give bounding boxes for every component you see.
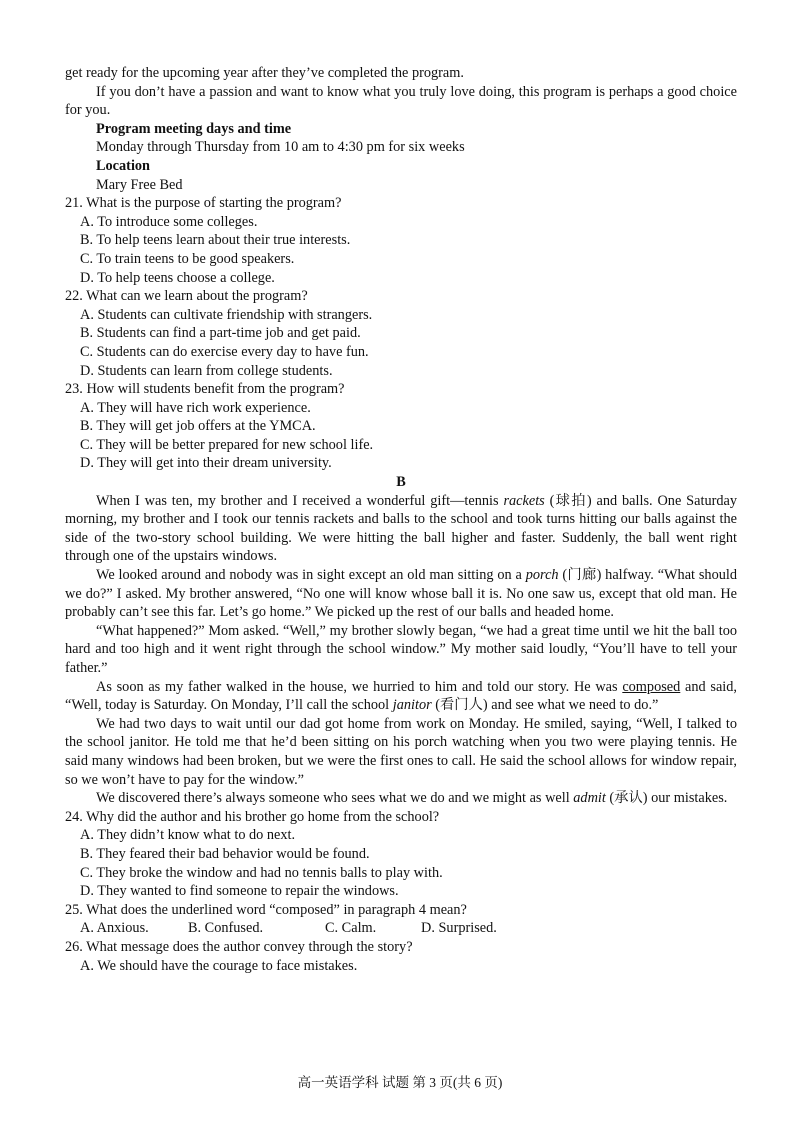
option-23c: C. They will be better prepared for new school life. [80,436,374,453]
question-25: 25. What does the underlined word “composed” in paragraph 4 mean? [65,901,467,918]
question-22: 22. What can we learn about the program? [65,288,308,305]
option-24d: D. They wanted to find someone to repair the windows. [80,883,399,900]
option-22c: C. Students can do exercise every day to have fun. [80,343,369,360]
option-25b: B. Confused. [188,920,264,937]
intro-choice: If you don’t have a passion and want to know what you truly love doing, this program is perhaps a good choice for you. [65,83,737,119]
option-23b: B. They will get job offers at the YMCA. [80,418,316,435]
question-26: 26. What message does the author convey through the story? [65,938,413,955]
option-22b: B. Students can find a part-time job and get paid. [80,325,361,342]
option-24c: C. They broke the window and had no tennis balls to play with. [80,864,443,881]
options-25-row [65,919,737,938]
passage-paragraph-3: “What happened?” Mom asked. “Well,” my brother slowly began, “we had a great time until we hit the ball too hard and too high and it went right through the school window.” My mother said loudly, “You’ll have to tell your father.” [65,622,737,676]
underlined-word-composed: composed [622,678,681,695]
question-24: 24. Why did the author and his brother go home from the school? [65,808,440,825]
passage-paragraph-5: We had two days to wait until our dad got home from work on Monday. He smiled, saying, “Well, I talked to the school janitor. He told me that he’d been sitting on his porch watching when you two were playing tennis. He said many windows had been broken, but we were the first ones to call. He said the school allows for window repair, so we won’t have to pay for the window.” [65,715,737,788]
option-21a: A. To introduce some colleges. [80,213,258,230]
option-22a: A. Students can cultivate friendship with strangers. [80,306,373,323]
passage-paragraph-1: When I was ten, my brother and I received a wonderful gift—tennis rackets (球拍) and balls. One Saturday morning, my brother and I took our tennis rackets and balls to the school and took turns hitting our balls against the side of the two-story school building. We were hitting the ball higher and faster. Suddenly, the ball went right through one of the upstairs windows. [65,492,737,565]
meeting-text: Monday through Thursday from 10 am to 4:30 pm for six weeks [96,139,465,156]
option-25a: A. Anxious. [80,920,149,937]
option-22d: D. Students can learn from college students. [80,362,333,379]
option-25c: C. Calm. [325,920,377,937]
option-26a: A. We should have the courage to face mistakes. [80,957,358,974]
passage-paragraph-6: We discovered there’s always someone who sees what we do and we might as well admit (承认) our mistakes. [96,790,728,807]
option-24b: B. They feared their bad behavior would be found. [80,845,370,862]
question-21: 21. What is the purpose of starting the program? [65,195,342,212]
option-21b: B. To help teens learn about their true interests. [80,232,351,249]
location-text: Mary Free Bed [96,176,183,193]
section-b-heading: B [396,474,406,491]
passage-paragraph-4: As soon as my father walked in the house, we hurried to him and told our story. He was composed and said, “Well, today is Saturday. On Monday, I’ll call the school janitor (看门人) and see what we need to do.” [65,678,737,714]
exam-page [65,64,737,975]
intro-tail: get ready for the upcoming year after they’ve completed the program. [65,65,464,81]
option-21c: C. To train teens to be good speakers. [80,250,295,267]
option-24a: A. They didn’t know what to do next. [80,827,296,844]
question-23: 23. How will students benefit from the program? [65,381,345,398]
location-heading: Location [96,157,151,174]
option-23d: D. They will get into their dream university. [80,455,332,472]
page-footer: 高一英语学科 试题 第 3 页(共 6 页) [297,1075,503,1090]
option-25d: D. Surprised. [421,920,497,937]
option-21d: D. To help teens choose a college. [80,269,275,286]
meeting-heading: Program meeting days and time [96,120,292,137]
passage-paragraph-2: We looked around and nobody was in sight except an old man sitting on a porch (门廊) halfway. “What should we do?” I asked. My brother answered, “No one will know whose ball it is. No one saw us, except that old man. He probably can’t see this far. Let’s go home.” We picked up the rest of our balls and headed home. [65,567,737,621]
option-23a: A. They will have rich work experience. [80,399,311,416]
